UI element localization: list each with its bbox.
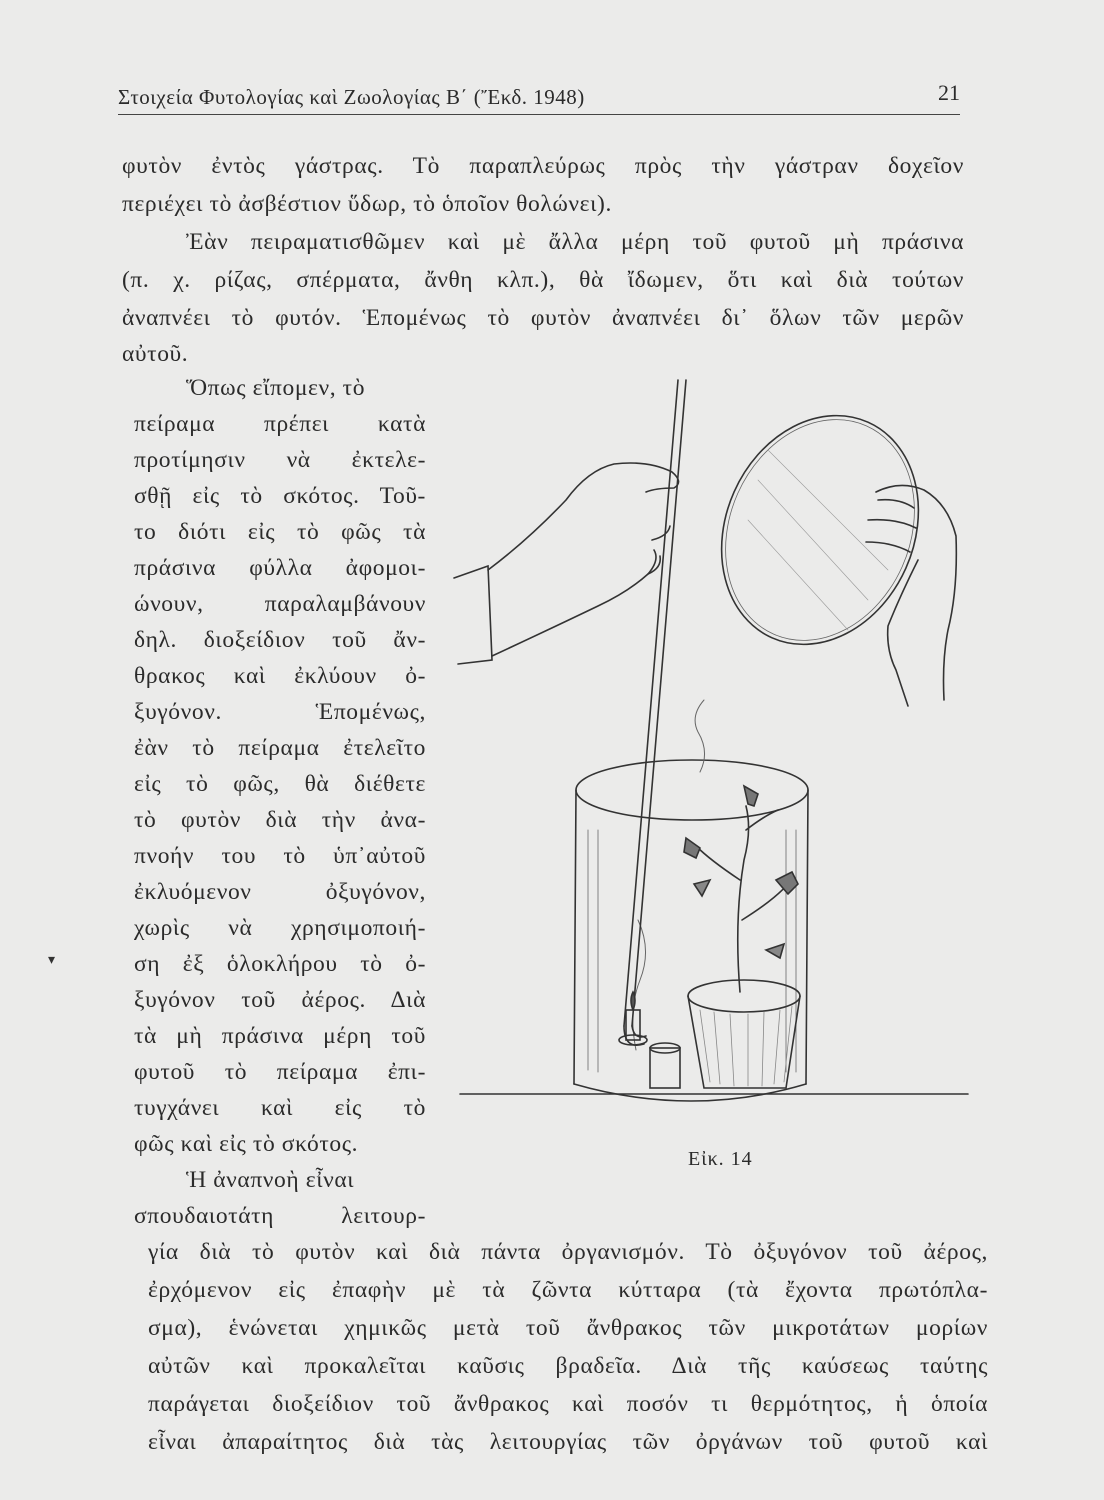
column-line: τὰ μὴ πράσινα μέρη τοῦ (134, 1023, 426, 1049)
text-line: σμα), ἑνώνεται χημικῶς μετὰ τοῦ ἄνθρακος τῶν μικροτάτων μορίων (148, 1315, 988, 1341)
text-line: φυτὸν ἐντὸς γάστρας. Τὸ παραπλεύρως πρὸς τὴν γάστραν δοχεῖον (122, 153, 964, 179)
figure-caption: Εἰκ. 14 (688, 1148, 753, 1170)
text-line: ἀναπνέει τὸ φυτόν. Ἑπομένως τὸ φυτὸν ἀναπνέει δι᾿ ὅλων τῶν μερῶν (122, 305, 964, 331)
lime-water-cup (650, 1043, 680, 1088)
column-line: δηλ. διοξείδιον τοῦ ἄν- (134, 627, 426, 653)
column-line: θρακος καὶ ἐκλύουν ὀ- (134, 663, 426, 689)
column-line: πνοήν του τὸ ὑπ᾿αὐτοῦ (134, 843, 426, 869)
text-line: αὐτῶν καὶ προκαλεῖται καῦσις βραδεῖα. Διὰ τῆς καύσεως ταύτης (148, 1353, 988, 1379)
column-line: ση ἐξ ὁλοκλήρου τὸ ὀ- (134, 951, 426, 977)
column-line: σθῇ εἰς τὸ σκότος. Τοῦ- (134, 483, 426, 509)
column-line: σπουδαιοτάτη λειτουρ- (134, 1203, 426, 1229)
column-line: το διότι εἰς τὸ φῶς τὰ (134, 519, 426, 545)
text-line: ἐρχόμενον εἰς ἐπαφὴν μὲ τὰ ζῶντα κύτταρα (τὰ ἔχοντα πρωτόπλα- (148, 1277, 988, 1303)
running-header (118, 78, 960, 115)
column-line: φῶς καὶ εἰς τὸ σκότος. (134, 1131, 359, 1157)
text-line: Ἐὰν πειραματισθῶμεν καὶ μὲ ἄλλα μέρη τοῦ φυτοῦ μὴ πράσινα (186, 229, 964, 255)
left-hand (454, 463, 679, 664)
text-line: εἶναι ἀπαραίτητος διὰ τὰς λειτουργίας τῶν ὀργάνων τοῦ φυτοῦ καὶ (148, 1429, 988, 1455)
text-line: παράγεται διοξείδιον τοῦ ἄνθρακος καὶ ποσόν τι θερμότητος, ἡ ὁποία (148, 1391, 988, 1417)
running-title: Στοιχεία Φυτολογίας καὶ Ζωολογίας Β΄ (Ἔκδ. 1948) (118, 85, 585, 109)
column-line: τυγχάνει καὶ εἰς τὸ (134, 1095, 426, 1121)
column-line: ἐὰν τὸ πείραμα ἐτελεῖτο (134, 735, 426, 761)
column-line: ώνουν, παραλαμβάνουν (134, 591, 426, 617)
column-line: ξυγόνον τοῦ ἀέρος. Διὰ (134, 987, 426, 1013)
column-line: πείραμα πρέπει κατὰ (134, 411, 426, 437)
column-line: προτίμησιν νὰ ἐκτελε- (134, 447, 426, 473)
column-line: τὸ φυτὸν διὰ τὴν ἀνα- (134, 807, 426, 833)
text-line: περιέχει τὸ ἀσβέστιον ὕδωρ, τὸ ὁποῖον θολώνει). (122, 191, 612, 217)
bell-jar (574, 760, 808, 1101)
page-number: 21 (938, 80, 960, 105)
right-hand (866, 485, 956, 706)
text-line: γία διὰ τὸ φυτὸν καὶ διὰ πάντα ὀργανισμόν. Τὸ ὀξυγόνον τοῦ ἀέρος, (148, 1239, 988, 1265)
column-line: Ὅπως εἴπομεν, τὸ (186, 375, 366, 401)
column-line: εἰς τὸ φῶς, θὰ διέθετε (134, 771, 426, 797)
glass-tube (624, 380, 686, 1045)
flower-pot (688, 980, 800, 1088)
text-line: (π. χ. ρίζας, σπέρματα, ἄνθη κλπ.), θὰ ἴδωμεν, ὅτι καὶ διὰ τούτων (122, 267, 964, 293)
column-line: χωρὶς νὰ χρησιμοποιή- (134, 915, 426, 941)
column-line: ἐκλυόμενον ὀξυγόνον, (134, 879, 426, 905)
glass-lid (686, 384, 954, 676)
scan-speck: ▾ (48, 952, 56, 968)
column-line: Ἡ ἀναπνοὴ εἶναι (186, 1167, 355, 1193)
text-line: αὐτοῦ. (122, 341, 189, 367)
column-line: φυτοῦ τὸ πείραμα ἐπι- (134, 1059, 426, 1085)
column-line: ξυγόνον. Ἑπομένως, (134, 699, 426, 725)
smoke-wisp (633, 700, 705, 1050)
respiration-experiment-illustration (448, 360, 988, 1120)
column-line: πράσινα φύλλα ἀφομοι- (134, 555, 426, 581)
